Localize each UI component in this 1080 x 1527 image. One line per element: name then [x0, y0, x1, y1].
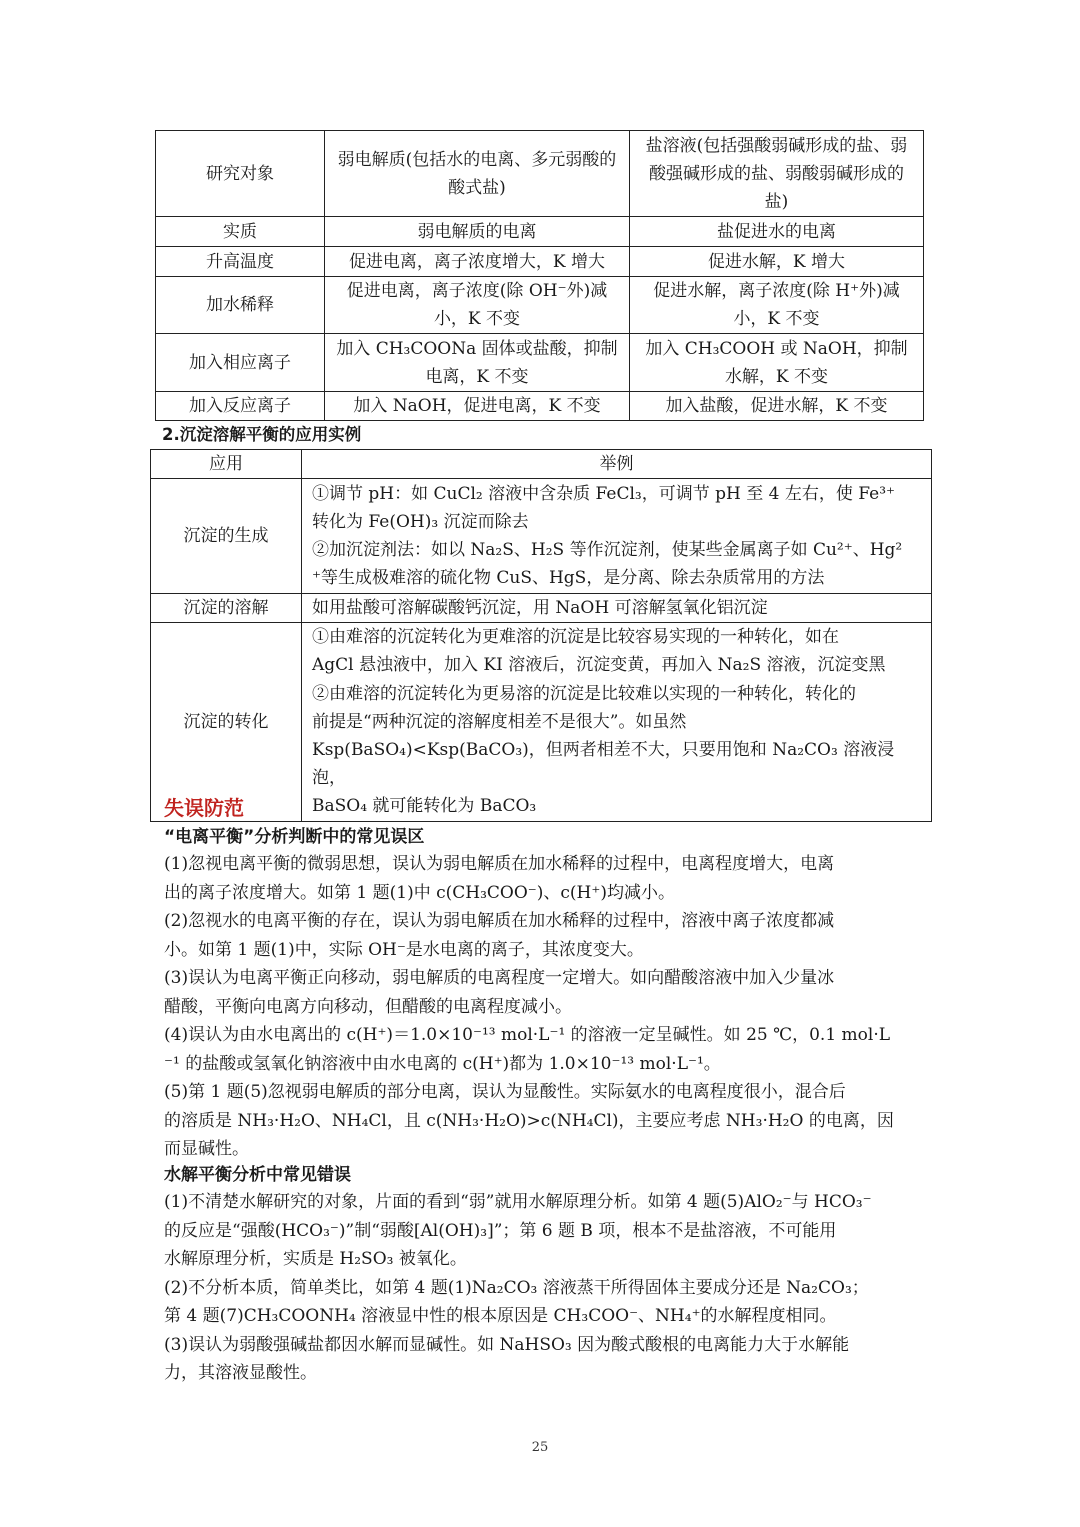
cell-line: ②加沉淀剂法：如以 Na₂S、H₂S 等作沉淀剂，使某些金属离子如 Cu²⁺、Hg²	[312, 540, 903, 560]
table-cell: 升高温度	[156, 247, 325, 277]
cell-line: BaSO₄ 就可能转化为 BaCO₃	[312, 796, 537, 817]
cell-line: 转化为 Fe(OH)₃ 沉淀而除去	[312, 511, 529, 532]
hydrolysis-errors-block	[164, 1188, 924, 1388]
table-cell: 加入盐酸，促进水解，K 不变	[630, 392, 924, 421]
cell-line: 如用盐酸可溶解碳酸钙沉淀，用 NaOH 可溶解氢氧化铝沉淀	[312, 598, 768, 618]
table-cell: 盐溶液(包括强酸弱碱形成的盐、弱酸强碱形成的盐、弱酸弱碱形成的盐)	[630, 131, 924, 217]
table-cell: 加入 CH₃COOH 或 NaOH，抑制水解，K 不变	[630, 334, 924, 392]
table-cell: 弱电解质的电离	[325, 217, 630, 247]
table-cell: 加水稀释	[156, 277, 325, 334]
section-title: 2.沉淀溶解平衡的应用实例	[162, 425, 362, 444]
text-line: ⁻¹ 的盐酸或氢氧化钠溶液中由水电离的 c(H⁺)都为 1.0×10⁻¹³ mol·L⁻¹。	[164, 1053, 721, 1074]
table-row-label: 沉淀的溶解	[151, 594, 302, 623]
table-cell: 加入 CH₃COONa 固体或盐酸，抑制电离，K 不变	[325, 334, 630, 392]
cell-line: ⁺等生成极难溶的硫化物 CuS、HgS，是分离、除去杂质常用的方法	[312, 568, 825, 589]
table-cell: 促进水解，K 增大	[630, 247, 924, 277]
table-row-label: 沉淀的生成	[151, 479, 302, 594]
table-header-cell: 举例	[302, 450, 932, 479]
table-cell: 加入相应离子	[156, 334, 325, 392]
text-line: (4)误认为由水电离出的 c(H⁺)＝1.0×10⁻¹³ mol·L⁻¹ 的溶液一定呈碱性。如 25 ℃，0.1 mol·L	[164, 1025, 891, 1045]
text-line: (3)误认为弱酸强碱盐都因水解而显碱性。如 NaHSO₃ 因为酸式酸根的电离能力大于水解能	[164, 1334, 850, 1355]
cell-line: Ksp(BaSO₄)<Ksp(BaCO₃)，但两者相差不大，只要用饱和 Na₂CO₃ 溶液浸泡，	[312, 740, 895, 789]
text-line: (5)第 1 题(5)忽视弱电解质的部分电离，误认为显酸性。实际氨水的电离程度很小，混合后	[164, 1082, 846, 1102]
table-row-label: 沉淀的转化	[151, 623, 302, 821]
warning-heading: 失误防范	[164, 796, 244, 820]
text-line: 的溶质是 NH₃·H₂O、NH₄Cl，且 c(NH₃·H₂O)>c(NH₄Cl)，主要应考虑 NH₃·H₂O 的电离，因	[164, 1110, 894, 1131]
table-cell	[302, 479, 932, 594]
text-line: 而显碱性。	[164, 1139, 249, 1159]
text-line: (2)忽视水的电离平衡的存在，误认为弱电解质在加水稀释的过程中，溶液中离子浓度都减	[164, 911, 835, 931]
table-cell: 盐促进水的电离	[630, 217, 924, 247]
text-line: 第 4 题(7)CH₃COONH₄ 溶液显中性的根本原因是 CH₃COO⁻、NH₄⁺的水解程度相同。	[164, 1306, 837, 1326]
text-line: (1)忽视电离平衡的微弱思想，误认为弱电解质在加水稀释的过程中，电离程度增大，电离	[164, 854, 835, 874]
table-cell: 促进水解，离子浓度(除 H⁺外)减小，K 不变	[630, 277, 924, 334]
table-cell: 促进电离，离子浓度(除 OH⁻外)减小，K 不变	[325, 277, 630, 334]
text-line: 力，其溶液显酸性。	[164, 1363, 317, 1383]
text-line: (1)不清楚水解研究的对象，片面的看到“弱”就用水解原理分析。如第 4 题(5)AlO₂⁻与 HCO₃⁻	[164, 1192, 872, 1212]
cell-line: ②由难溶的沉淀转化为更易溶的沉淀是比较难以实现的一种转化，转化的	[312, 683, 856, 704]
table-cell: 研究对象	[156, 131, 325, 217]
precipitation-table	[150, 449, 932, 822]
page-number: 25	[531, 1440, 549, 1455]
table-cell: 弱电解质(包括水的电离、多元弱酸的酸式盐)	[325, 131, 630, 217]
table-cell: 加入反应离子	[156, 392, 325, 421]
cell-line: ①调节 pH：如 CuCl₂ 溶液中含杂质 FeCl₃，可调节 pH 至 4 左右，使 Fe³⁺	[312, 483, 895, 504]
cell-line: 前提是“两种沉淀的溶解度相差不是很大”。如虽然	[312, 711, 687, 732]
table-cell: 加入 NaOH，促进电离，K 不变	[325, 392, 630, 421]
table-cell: 促进电离，离子浓度增大，K 增大	[325, 247, 630, 277]
text-line: 出的离子浓度增大。如第 1 题(1)中 c(CH₃COO⁻)、c(H⁺)均减小。	[164, 882, 675, 903]
text-line: 水解原理分析，实质是 H₂SO₃ 被氧化。	[164, 1249, 467, 1269]
comparison-table	[155, 130, 924, 421]
subheading-ionization: “电离平衡”分析判断中的常见误区	[164, 827, 425, 847]
subheading-hydrolysis: 水解平衡分析中常见错误	[164, 1165, 351, 1185]
cell-line: AgCl 悬浊液中，加入 KI 溶液后，沉淀变黄，再加入 Na₂S 溶液，沉淀变黑	[312, 655, 886, 676]
text-line: 醋酸，平衡向电离方向移动，但醋酸的电离程度减小。	[164, 996, 572, 1017]
cell-line: ①由难溶的沉淀转化为更难溶的沉淀是比较容易实现的一种转化，如在	[312, 627, 839, 648]
text-line: 的反应是“强酸(HCO₃⁻)”制“弱酸[Al(OH)₃]”；第 6 题 B 项，根本不是盐溶液，不可能用	[164, 1220, 837, 1241]
table-cell	[302, 623, 932, 821]
text-line: (2)不分析本质，简单类比，如第 4 题(1)Na₂CO₃ 溶液蒸干所得固体主要成分还是 Na₂CO₃；	[164, 1277, 869, 1298]
text-line: (3)误认为电离平衡正向移动，弱电解质的电离程度一定增大。如向醋酸溶液中加入少量冰	[164, 968, 835, 988]
table-header-cell: 应用	[151, 450, 302, 479]
ionization-errors-block	[164, 850, 924, 1164]
table-cell	[302, 594, 932, 623]
text-line: 小。如第 1 题(1)中，实际 OH⁻是水电离的离子，其浓度变大。	[164, 939, 644, 960]
table-cell: 实质	[156, 217, 325, 247]
